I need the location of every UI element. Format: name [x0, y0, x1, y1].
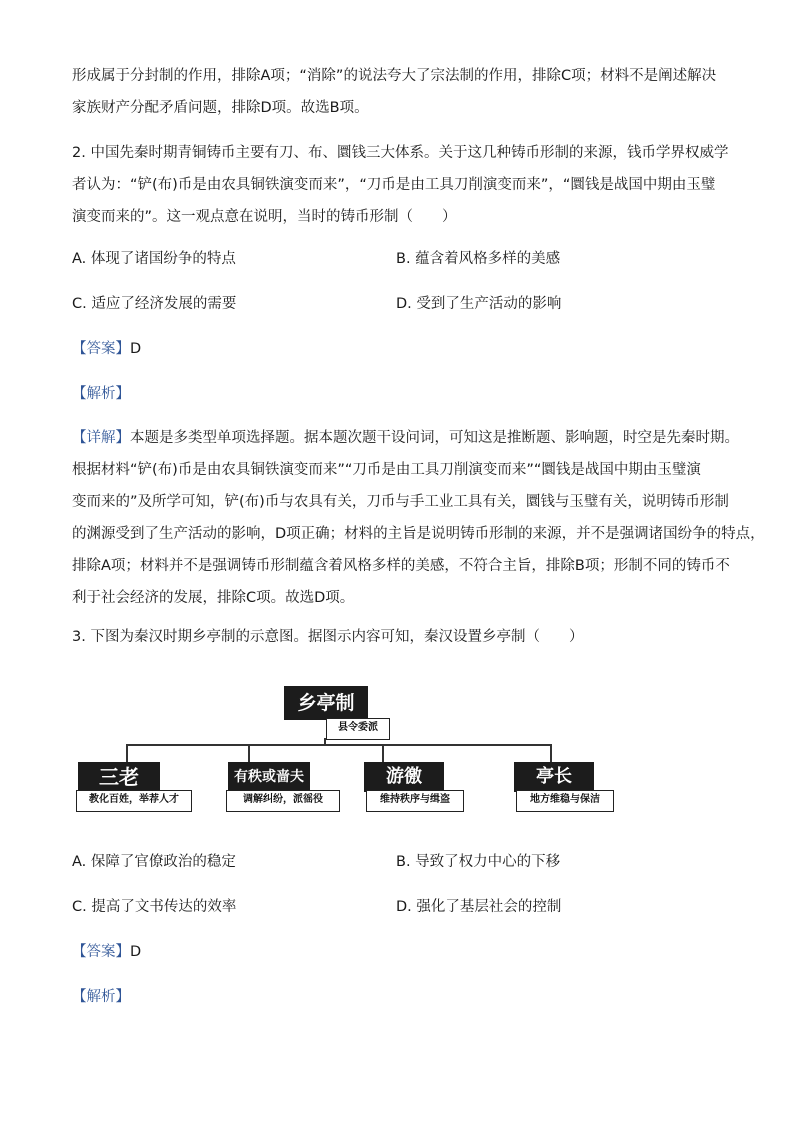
- detail-tag: 【详解】: [72, 430, 130, 446]
- q2-option-a: A. 体现了诸国纷争的特点: [72, 251, 236, 267]
- answer-tag: 【答案】: [72, 944, 130, 960]
- q2-analysis-tag: 【解析】: [72, 386, 130, 402]
- q2-option-c: C. 适应了经济发展的需要: [72, 296, 237, 312]
- intro-line: 形成属于分封制的作用，排除A项；“消除”的说法夸大了宗法制的作用，排除C项；材料不是阐述解决: [72, 68, 717, 84]
- node-youjiao-desc: 维持秩序与缉盗: [366, 790, 464, 812]
- answer-tag: 【答案】: [72, 341, 130, 357]
- node-tingzhang-desc: 地方维稳与保洁: [516, 790, 614, 812]
- stem-line: 演变而来的”。这一观点意在说明，当时的铸币形制（ ）: [72, 209, 457, 225]
- detail-line: 利于社会经济的发展，排除C项。故选D项。: [72, 590, 355, 606]
- node-youjiao-title: 游徼: [364, 762, 444, 792]
- node-tingzhang-title: 亭长: [514, 762, 594, 792]
- connector-line: [382, 744, 384, 762]
- node-youzhi-title: 有秩或啬夫: [228, 762, 310, 792]
- intro-line: 家族财产分配矛盾问题，排除D项。故选B项。: [72, 100, 369, 116]
- q2-option-d: D. 受到了生产活动的影响: [396, 296, 562, 312]
- detail-line: 的渊源受到了生产活动的影响，D项正确；材料的主旨是说明铸币形制的来源，并不是强调诸国纷争的特点，: [72, 526, 765, 542]
- connector-line: [550, 744, 552, 762]
- connector-line: [248, 744, 250, 762]
- detail-line: 排除A项；材料并不是强调铸币形制蕴含着风格多样的美感，不符合主旨，排除B项；形制不同的铸币不: [72, 558, 730, 574]
- node-sanlao-desc: 教化百姓，举荐人才: [76, 790, 192, 812]
- q3-option-c: C. 提高了文书传达的效率: [72, 899, 237, 915]
- root-sub-box: 县令委派: [326, 718, 390, 740]
- connector-line: [126, 744, 128, 762]
- detail-line: 【详解】本题是多类型单项选择题。据本题次题干设问词，可知这是推断题、影响题，时空是先秦时期。: [72, 430, 739, 446]
- q3-option-b: B. 导致了权力中心的下移: [396, 854, 561, 870]
- stem-line: 2. 中国先秦时期青铜铸币主要有刀、布、圜钱三大体系。关于这几种铸币形制的来源，钱币学界权威学: [72, 145, 729, 161]
- q2-detail-paragraph: [72, 422, 765, 614]
- detail-line: 根据材料“铲(布)币是由农具铜铁演变而来”“刀币是由工具刀削演变而来”“圜钱是战国中期由玉璧演: [72, 462, 701, 478]
- q3-option-a: A. 保障了官僚政治的稳定: [72, 854, 236, 870]
- intro-paragraph: [72, 60, 724, 124]
- node-sanlao-title: 三老: [78, 762, 160, 792]
- answer-value: D: [130, 944, 142, 960]
- q2-option-b: B. 蕴含着风格多样的美感: [396, 251, 561, 267]
- q3-analysis-tag: 【解析】: [72, 989, 130, 1005]
- root-title-box: 乡亭制: [284, 686, 368, 720]
- node-youzhi-desc: 调解纠纷，派徭役: [226, 790, 340, 812]
- stem-line: 者认为：“铲(布)币是由农具铜铁演变而来”，“刀币是由工具刀削演变而来”，“圜钱是战国中期由玉璧: [72, 177, 716, 193]
- q2-answer: [72, 337, 141, 361]
- question-2-stem: [72, 137, 729, 233]
- q3-option-d: D. 强化了基层社会的控制: [396, 899, 562, 915]
- answer-value: D: [130, 341, 142, 357]
- q3-answer: [72, 940, 141, 964]
- question-3-stem: 3. 下图为秦汉时期乡亭制的示意图。据图示内容可知，秦汉设置乡亭制（ ）: [72, 629, 584, 645]
- xiangting-system-diagram: [72, 680, 632, 820]
- detail-line: 变而来的”及所学可知，铲(布)币与农具有关，刀币与手工业工具有关，圜钱与玉璧有关，说明铸币形制: [72, 494, 729, 510]
- connector-line: [126, 744, 552, 746]
